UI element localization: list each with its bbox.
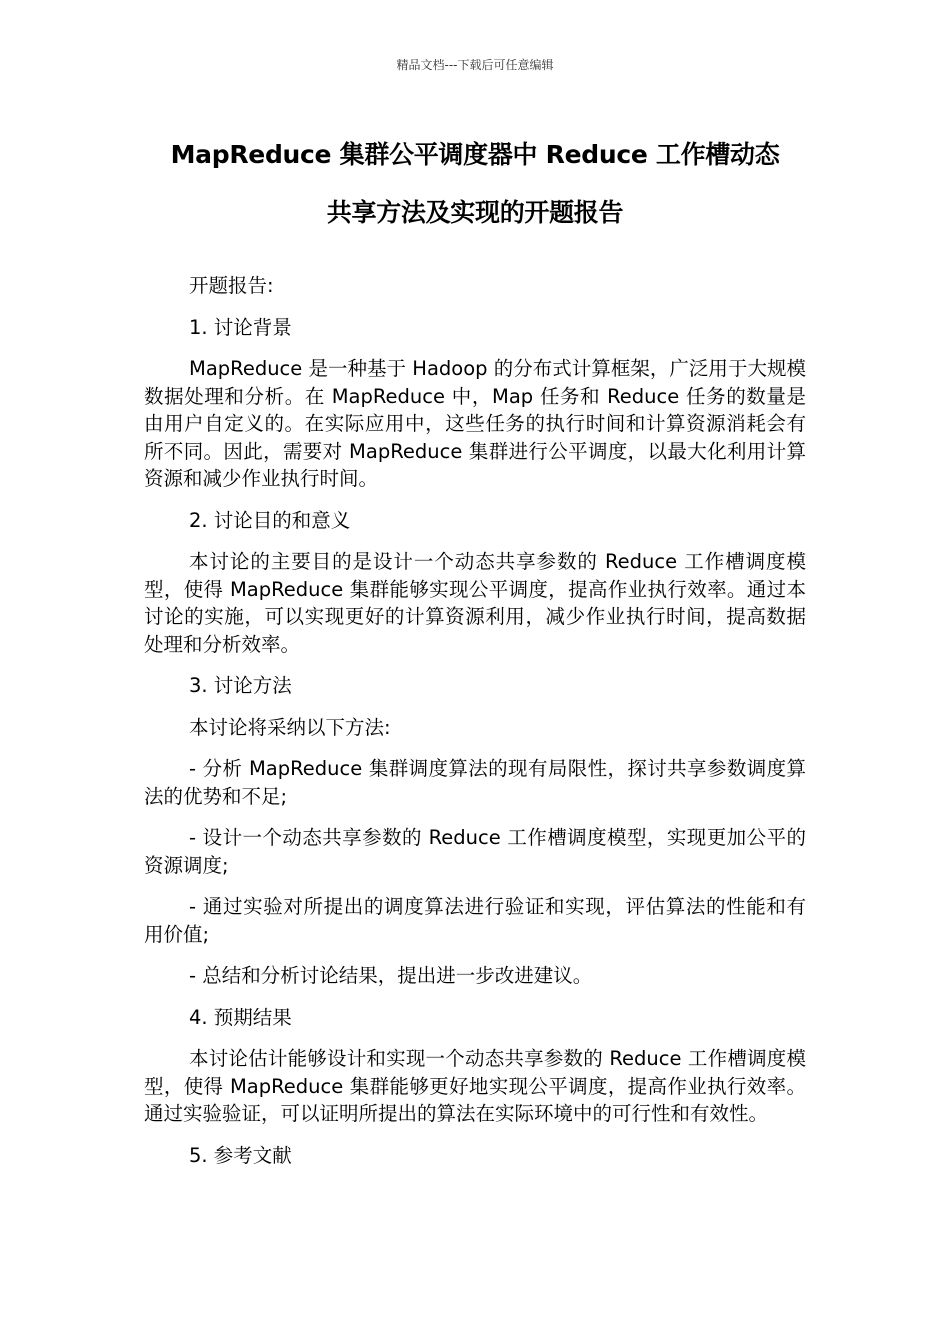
list-item-method-3: - 通过实验对所提出的调度算法进行验证和实现，评估算法的性能和有用价值; (144, 895, 806, 946)
paragraph-method-intro: 本讨论将采纳以下方法: (189, 715, 391, 739)
list-item-method-2: - 设计一个动态共享参数的 Reduce 工作槽调度模型，实现更加公平的资源调度; (144, 826, 806, 877)
paragraph-background: MapReduce 是一种基于 Hadoop 的分布式计算框架，广泛用于大规模数据处理和分析。在 MapReduce 中，Map 任务和 Reduce 任务的数量是由用户自定义的。在实际应用中，这些任务的执行时间和计算资源消耗会有所不同。因此，需要对 MapReduce 集群进行公平调度，以最大化利用计算资源和减少作业执行时间。 (144, 357, 807, 490)
list-item-method-1: - 分析 MapReduce 集群调度算法的现有局限性，探讨共享参数调度算法的优势和不足; (144, 757, 806, 808)
heading-purpose: 2. 讨论目的和意义 (189, 508, 351, 532)
document-title-line-2: 共享方法及实现的开题报告 (326, 198, 624, 227)
heading-references: 5. 参考文献 (189, 1143, 292, 1167)
paragraph-report-label: 开题报告: (189, 274, 274, 297)
heading-background: 1. 讨论背景 (189, 315, 292, 339)
paragraph-purpose: 本讨论的主要目的是设计一个动态共享参数的 Reduce 工作槽调度模型，使得 MapReduce 集群能够实现公平调度，提高作业执行效率。通过本讨论的实施，可以实现更好的计算资源利用，减少作业执行时间，提高数据处理和分析效率。 (144, 550, 806, 656)
paragraph-expected-results: 本讨论估计能够设计和实现一个动态共享参数的 Reduce 工作槽调度模型，使得 MapReduce 集群能够更好地实现公平调度，提高作业执行效率。通过实验验证，可以证明所提出的算法在实际环境中的可行性和有效性。 (144, 1047, 806, 1125)
page-header-note: 精品文档---下载后可任意编辑 (396, 58, 554, 72)
document-title-line-1: MapReduce 集群公平调度器中 Reduce 工作槽动态 (170, 140, 780, 169)
heading-method: 3. 讨论方法 (189, 674, 292, 697)
list-item-method-4: - 总结和分析讨论结果，提出进一步改进建议。 (189, 964, 593, 987)
document-body (144, 272, 806, 1183)
heading-expected-results: 4. 预期结果 (189, 1005, 292, 1029)
